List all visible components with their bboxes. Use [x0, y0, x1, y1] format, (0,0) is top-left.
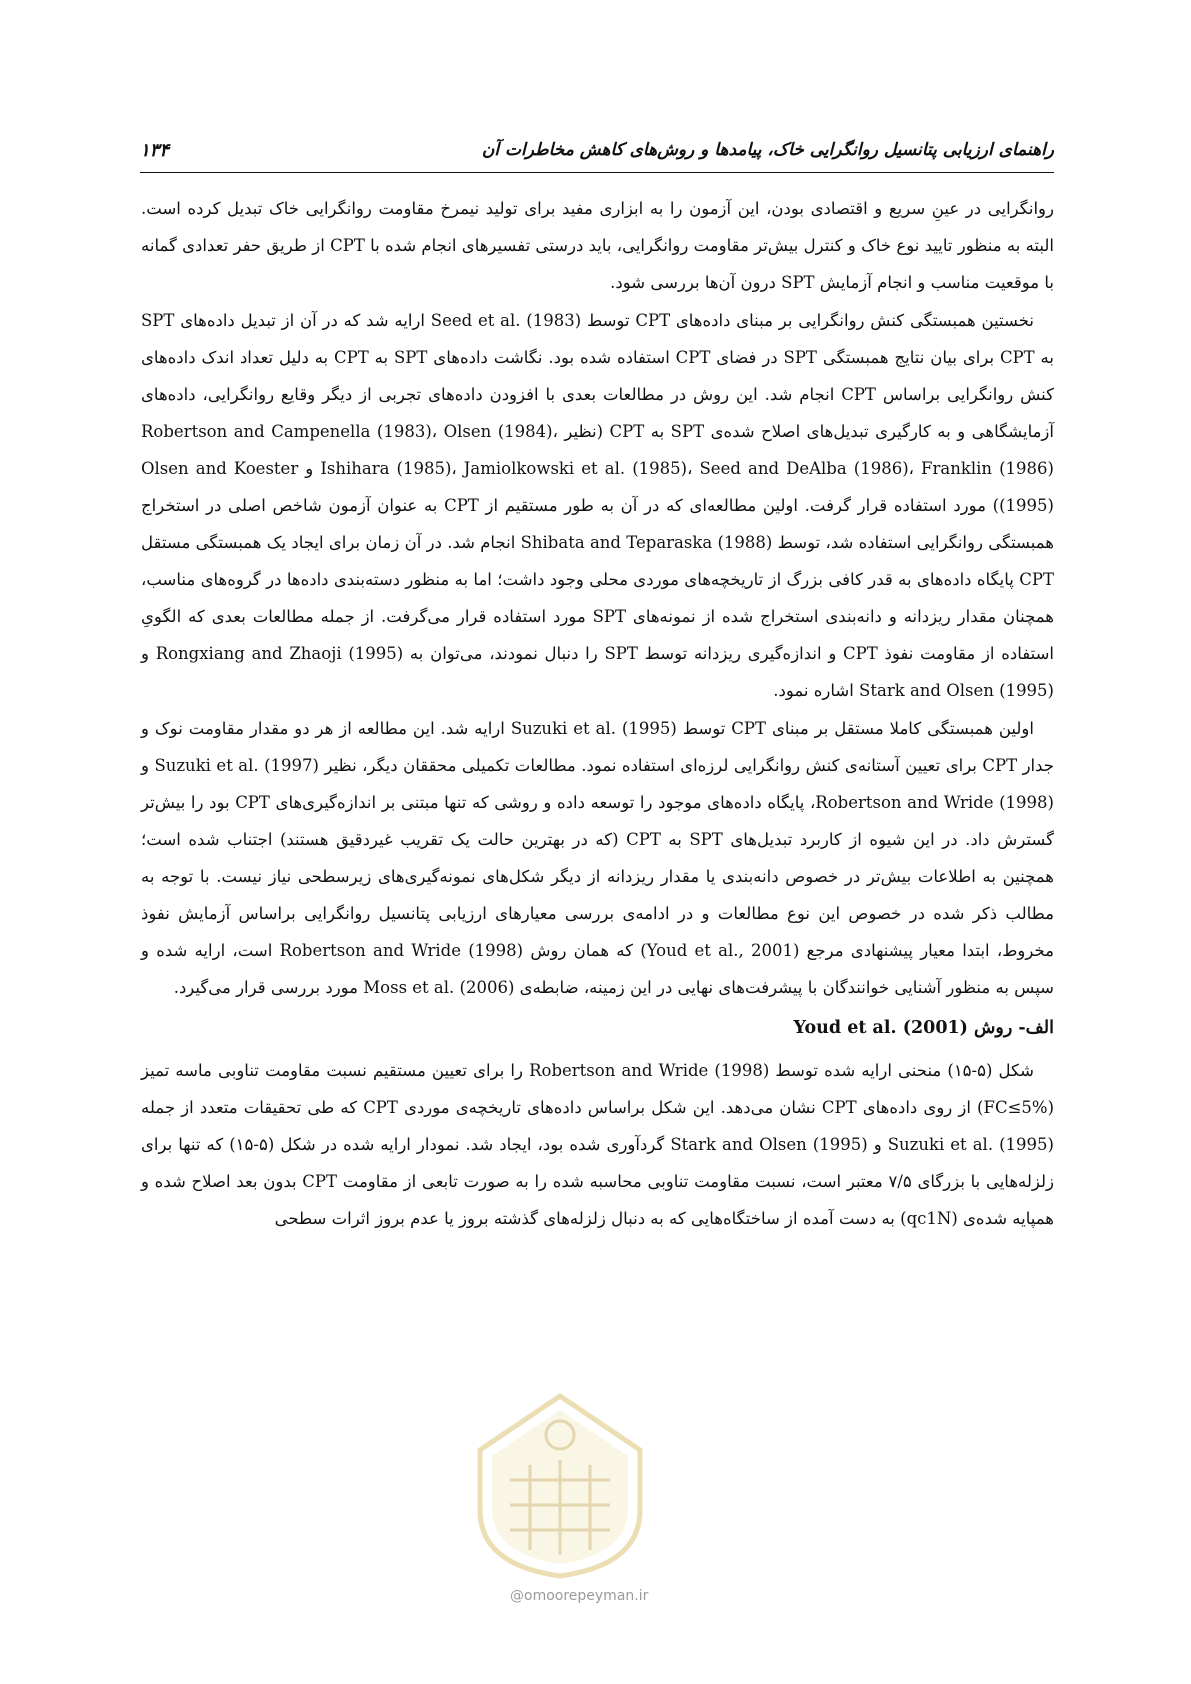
paragraph-1: روانگرایی در عینِ سریع و اقتصادی بودن، این آزمون را به ابزاری مفید برای تولید نیمرخ مقاومت روانگرایی خاک تبدیل کرده است. البته به منظور تایید نوع خاک و کنترل بیش‌تر مقاومت روانگرایی، باید درستی تفسیرهای انجام شده با CPT از طریق حفر تعدادی گمانه با موقعیت مناسب و انجام آزمایش SPT درون آن‌ها بررسی شود. [141, 199, 1055, 292]
header-rule [140, 172, 1054, 173]
section-heading: الف- روش Youd et al. (2001) [793, 1018, 1054, 1038]
running-header [140, 133, 1054, 167]
page-number: ۱۳۴ [140, 139, 170, 161]
running-title: راهنمای ارزیابی پتانسیل روانگرایی خاک، پیامدها و روش‌های کاهش مخاطرات آن [481, 140, 1054, 160]
paragraph-2: نخستین همبستگی کنش روانگرایی بر مبنای داده‌های CPT توسط Seed et al. (1983) ارایه شد که در آن از تبدیل داده‌های SPT به CPT برای بیان نتایج همبستگی SPT در فضای CPT استفاده شده بود. نگاشت داده‌های SPT به CPT به دلیل تعداد اندک داده‌های کنش روانگرایی براساس CPT انجام شد. این روش در مطالعات بعدی با افزودن داده‌های تجربی از دیگر وقایع روانگرایی، داده‌های آزمایشگاهی و به کارگیری تبدیل‌های اصلاح شده‌ی SPT به CPT (نظیر Robertson and Campenella (1983)، Olsen (1984)، Ishihara (1985)، Jamiolkowski et al. (1985)، Seed and DeAlba (1986)، Franklin (1986) و Olsen and Koester (1995)) مورد استفاده قرار گرفت. اولین مطالعه‌ای که در آن به طور مستقیم از CPT به عنوان آزمون شاخص اصلی در استخراج همبستگی روانگرایی استفاده شد، توسط Shibata and Teparaska (1988) انجام شد. در آن زمان برای ایجاد یک همبستگی مستقل CPT پایگاه داده‌های به قدر کافی بزرگ از تاریخچه‌های موردی محلی وجود داشت؛ اما به منظور دسته‌بندی داده‌ها در گروه‌های مناسب، همچنان مقدار ریزدانه و دانه‌بندی استخراج شده از نمونه‌های SPT مورد استفاده قرار می‌گرفت. از جمله مطالعات بعدی که الگویِ استفاده از مقاومت نفوذ CPT و اندازه‌گیری ریزدانه توسط SPT را دنبال نمودند، می‌توان به Rongxiang and Zhaoji (1995) و Stark and Olsen (1995) اشاره نمود. [141, 311, 1054, 700]
watermark-logo [470, 1390, 650, 1580]
page-body [141, 190, 1054, 1238]
paragraph-3: اولین همبستگی کاملا مستقل بر مبنای CPT توسط Suzuki et al. (1995) ارایه شد. این مطالعه از هر دو مقدار مقاومت نوک و جدار CPT برای تعیین آستانه‌ی کنش روانگرایی لرزه‌ای استفاده نمود. مطالعات تکمیلی محققان دیگر، نظیر Suzuki et al. (1997) و Robertson and Wride (1998)، پایگاه داده‌های موجود را توسعه داده و روشی که تنها مبتنی بر اندازه‌گیری‌های CPT بود را بیش‌تر گسترش داد. در این شیوه از کاربرد تبدیل‌های SPT به CPT (که در بهترین حالت یک تقریب غیردقیق هستند) اجتناب شده است؛ همچنین به اطلاعات بیش‌تر در خصوص دانه‌بندی یا مقدار ریزدانه از دیگر شکل‌های نمونه‌گیری‌های زیرسطحی نیاز نیست. با توجه به مطالب ذکر شده در خصوص این نوع مطالعات و در ادامه‌ی بررسی معیارهای ارزیابی پتانسیل روانگرایی براساس آزمایش نفوذ مخروط، ابتدا معیار پیشنهادی مرجع (Youd et al., 2001) که همان روش Robertson and Wride (1998) است، ارایه شده و سپس به منظور آشنایی خوانندگان با پیشرفت‌های نهایی در این زمینه، ضابطه‌ی Moss et al. (2006) مورد بررسی قرار می‌گیرد. [141, 719, 1054, 997]
watermark-site: @omoorepeyman.ir [510, 1588, 649, 1604]
paragraph-4: شکل (۵-۱۵) منحنی ارایه شده توسط Robertson and Wride (1998) را برای تعیین مستقیم نسبت مقاومت تناوبی ماسه تمیز (FC≤5%) از روی داده‌های CPT نشان می‌دهد. این شکل براساس داده‌های تاریخچه‌ی موردی CPT که طی تحقیقات متعدد از جمله Suzuki et al. (1995) و Stark and Olsen (1995) گردآوری شده بود، ایجاد شد. نمودار ارایه شده در شکل (۵-۱۵) که تنها برای زلزله‌هایی با بزرگای ۷/۵ معتبر است، نسبت مقاومت تناوبی محاسبه شده را به صورت تابعی از مقاومت CPT بدون بعد اصلاح شده و همپایه شده‌ی (qc1N) به دست آمده از ساختگاه‌هایی که به دنبال زلزله‌های گذشته بروز یا عدم بروز اثرات سطحی [141, 1061, 1055, 1228]
